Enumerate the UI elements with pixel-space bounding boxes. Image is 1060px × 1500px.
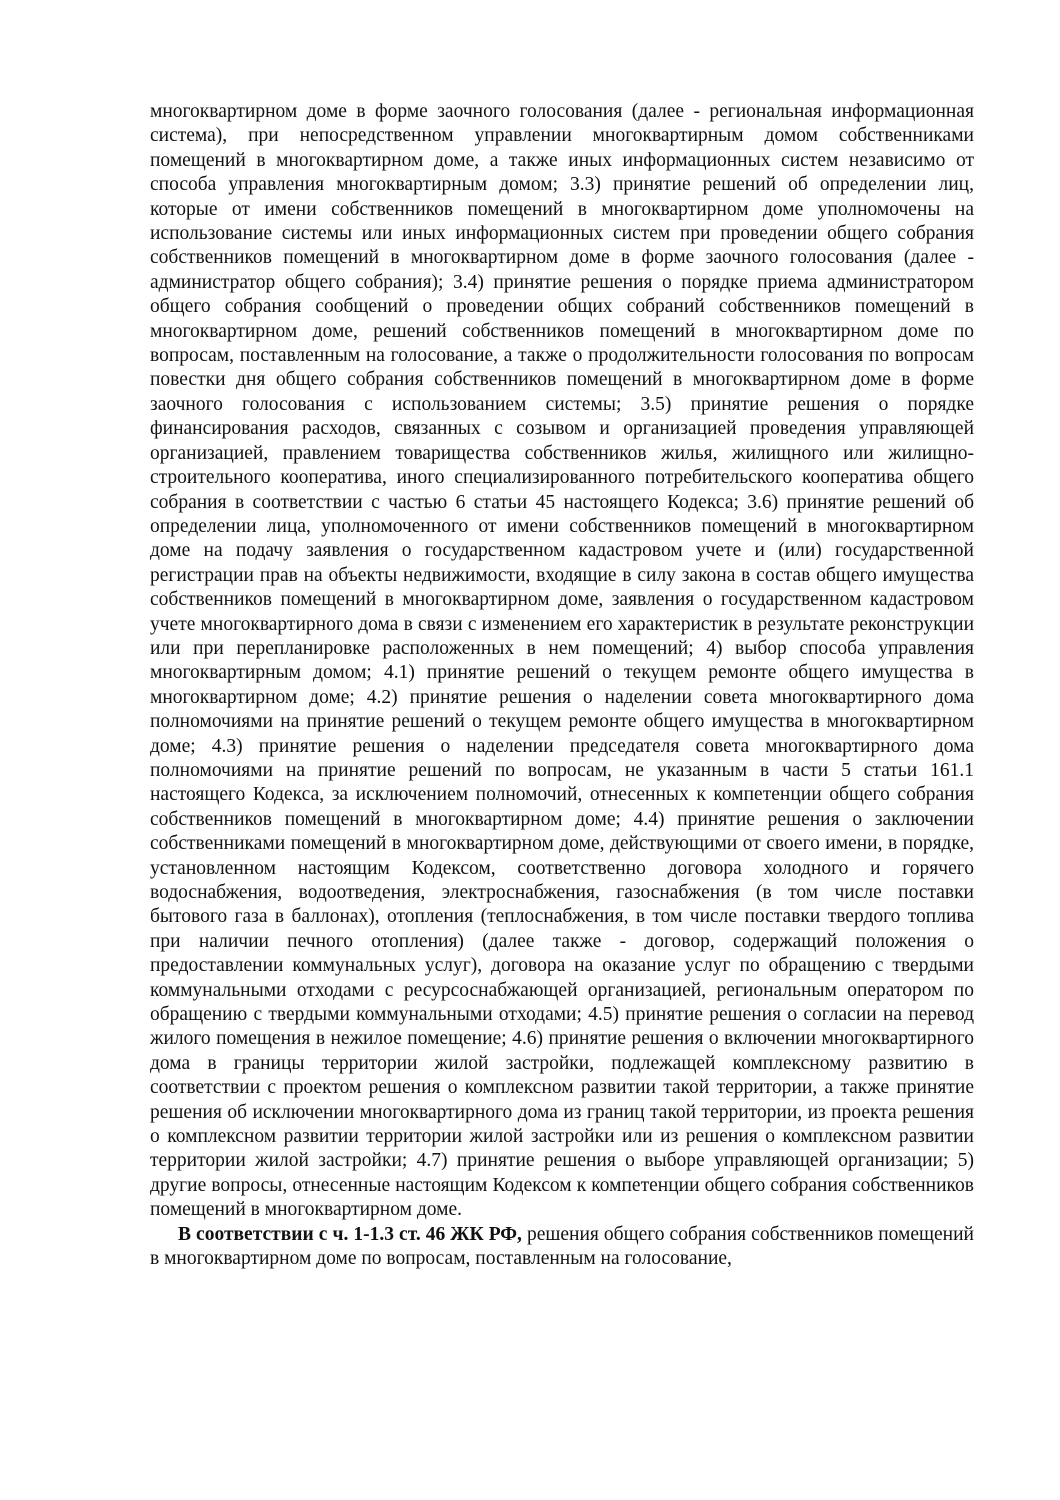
paragraph-2-bold-lead: В соответствии с ч. 1-1.3 ст. 46 ЖК РФ,: [178, 1223, 522, 1245]
paragraph-2: [150, 1223, 974, 1272]
document-text: [150, 100, 974, 1272]
paragraph-2-text: решения общего собрания собственников помещений в многоквартирном доме по вопросам, поставленным на голосование,: [150, 1223, 974, 1270]
paragraph-1: многоквартирном доме в форме заочного голосования (далее - региональная информационная система), при непосредственном управлении многоквартирным домом собственниками помещений в многоквартирном доме, а также иных информационных систем независимо от способа управления многоквартирным домом; 3.3) принятие решений об определении лиц, которые от имени собственников помещений в многоквартирном доме уполномочены на использование системы или иных информационных систем при проведении общего собрания собственников помещений в многоквартирном доме в форме заочного голосования (далее - администратор общего собрания); 3.4) принятие решения о порядке приема администратором общего собрания сообщений о проведении общих собраний собственников помещений в многоквартирном доме, решений собственников помещений в многоквартирном доме по вопросам, поставленным на голосование, а также о продолжительности голосования по вопросам повестки дня общего собрания собственников помещений в многоквартирном доме в форме заочного голосования с использованием системы; 3.5) принятие решения о порядке финансирования расходов, связанных с созывом и организацией проведения управляющей организацией, правлением товарищества собственников жилья, жилищного или жилищно-строительного кооператива, иного специализированного потребительского кооператива общего собрания в соответствии с частью 6 статьи 45 настоящего Кодекса; 3.6) принятие решений об определении лица, уполномоченного от имени собственников помещений в многоквартирном доме на подачу заявления о государственном кадастровом учете и (или) государственной регистрации прав на объекты недвижимости, входящие в силу закона в состав общего имущества собственников помещений в многоквартирном доме, заявления о государственном кадастровом учете многоквартирного дома в связи с изменением его характеристик в результате реконструкции или при перепланировке расположенных в нем помещений; 4) выбор способа управления многоквартирным домом; 4.1) принятие решений о текущем ремонте общего имущества в многоквартирном доме; 4.2) принятие решения о наделении совета многоквартирного дома полномочиями на принятие решений о текущем ремонте общего имущества в многоквартирном доме; 4.3) принятие решения о наделении председателя совета многоквартирного дома полномочиями на принятие решений по вопросам, не указанным в части 5 статьи 161.1 настоящего Кодекса, за исключением полномочий, отнесенных к компетенции общего собрания собственников помещений в многоквартирном доме; 4.4) принятие решения о заключении собственниками помещений в многоквартирном доме, действующими от своего имени, в порядке, установленном настоящим Кодексом, соответственно договора холодного и горячего водоснабжения, водоотведения, электроснабжения, газоснабжения (в том числе поставки бытового газа в баллонах), отопления (теплоснабжения, в том числе поставки твердого топлива при наличии печного отопления) (далее также - договор, содержащий положения о предоставлении коммунальных услуг), договора на оказание услуг по обращению с твердыми коммунальными отходами с ресурсоснабжающей организацией, региональным оператором по обращению с твердыми коммунальными отходами; 4.5) принятие решения о согласии на перевод жилого помещения в нежилое помещение; 4.6) принятие решения о включении многоквартирного дома в границы территории жилой застройки, подлежащей комплексному развитию в соответствии с проектом решения о комплексном развитии такой территории, а также принятие решения об исключении многоквартирного дома из границ такой территории, из проекта решения о комплексном развитии территории жилой застройки или из решения о комплексном развитии территории жилой застройки; 4.7) принятие решения о выборе управляющей организации; 5) другие вопросы, отнесенные настоящим Кодексом к компетенции общего собрания собственников помещений в многоквартирном доме.: [150, 101, 974, 1221]
